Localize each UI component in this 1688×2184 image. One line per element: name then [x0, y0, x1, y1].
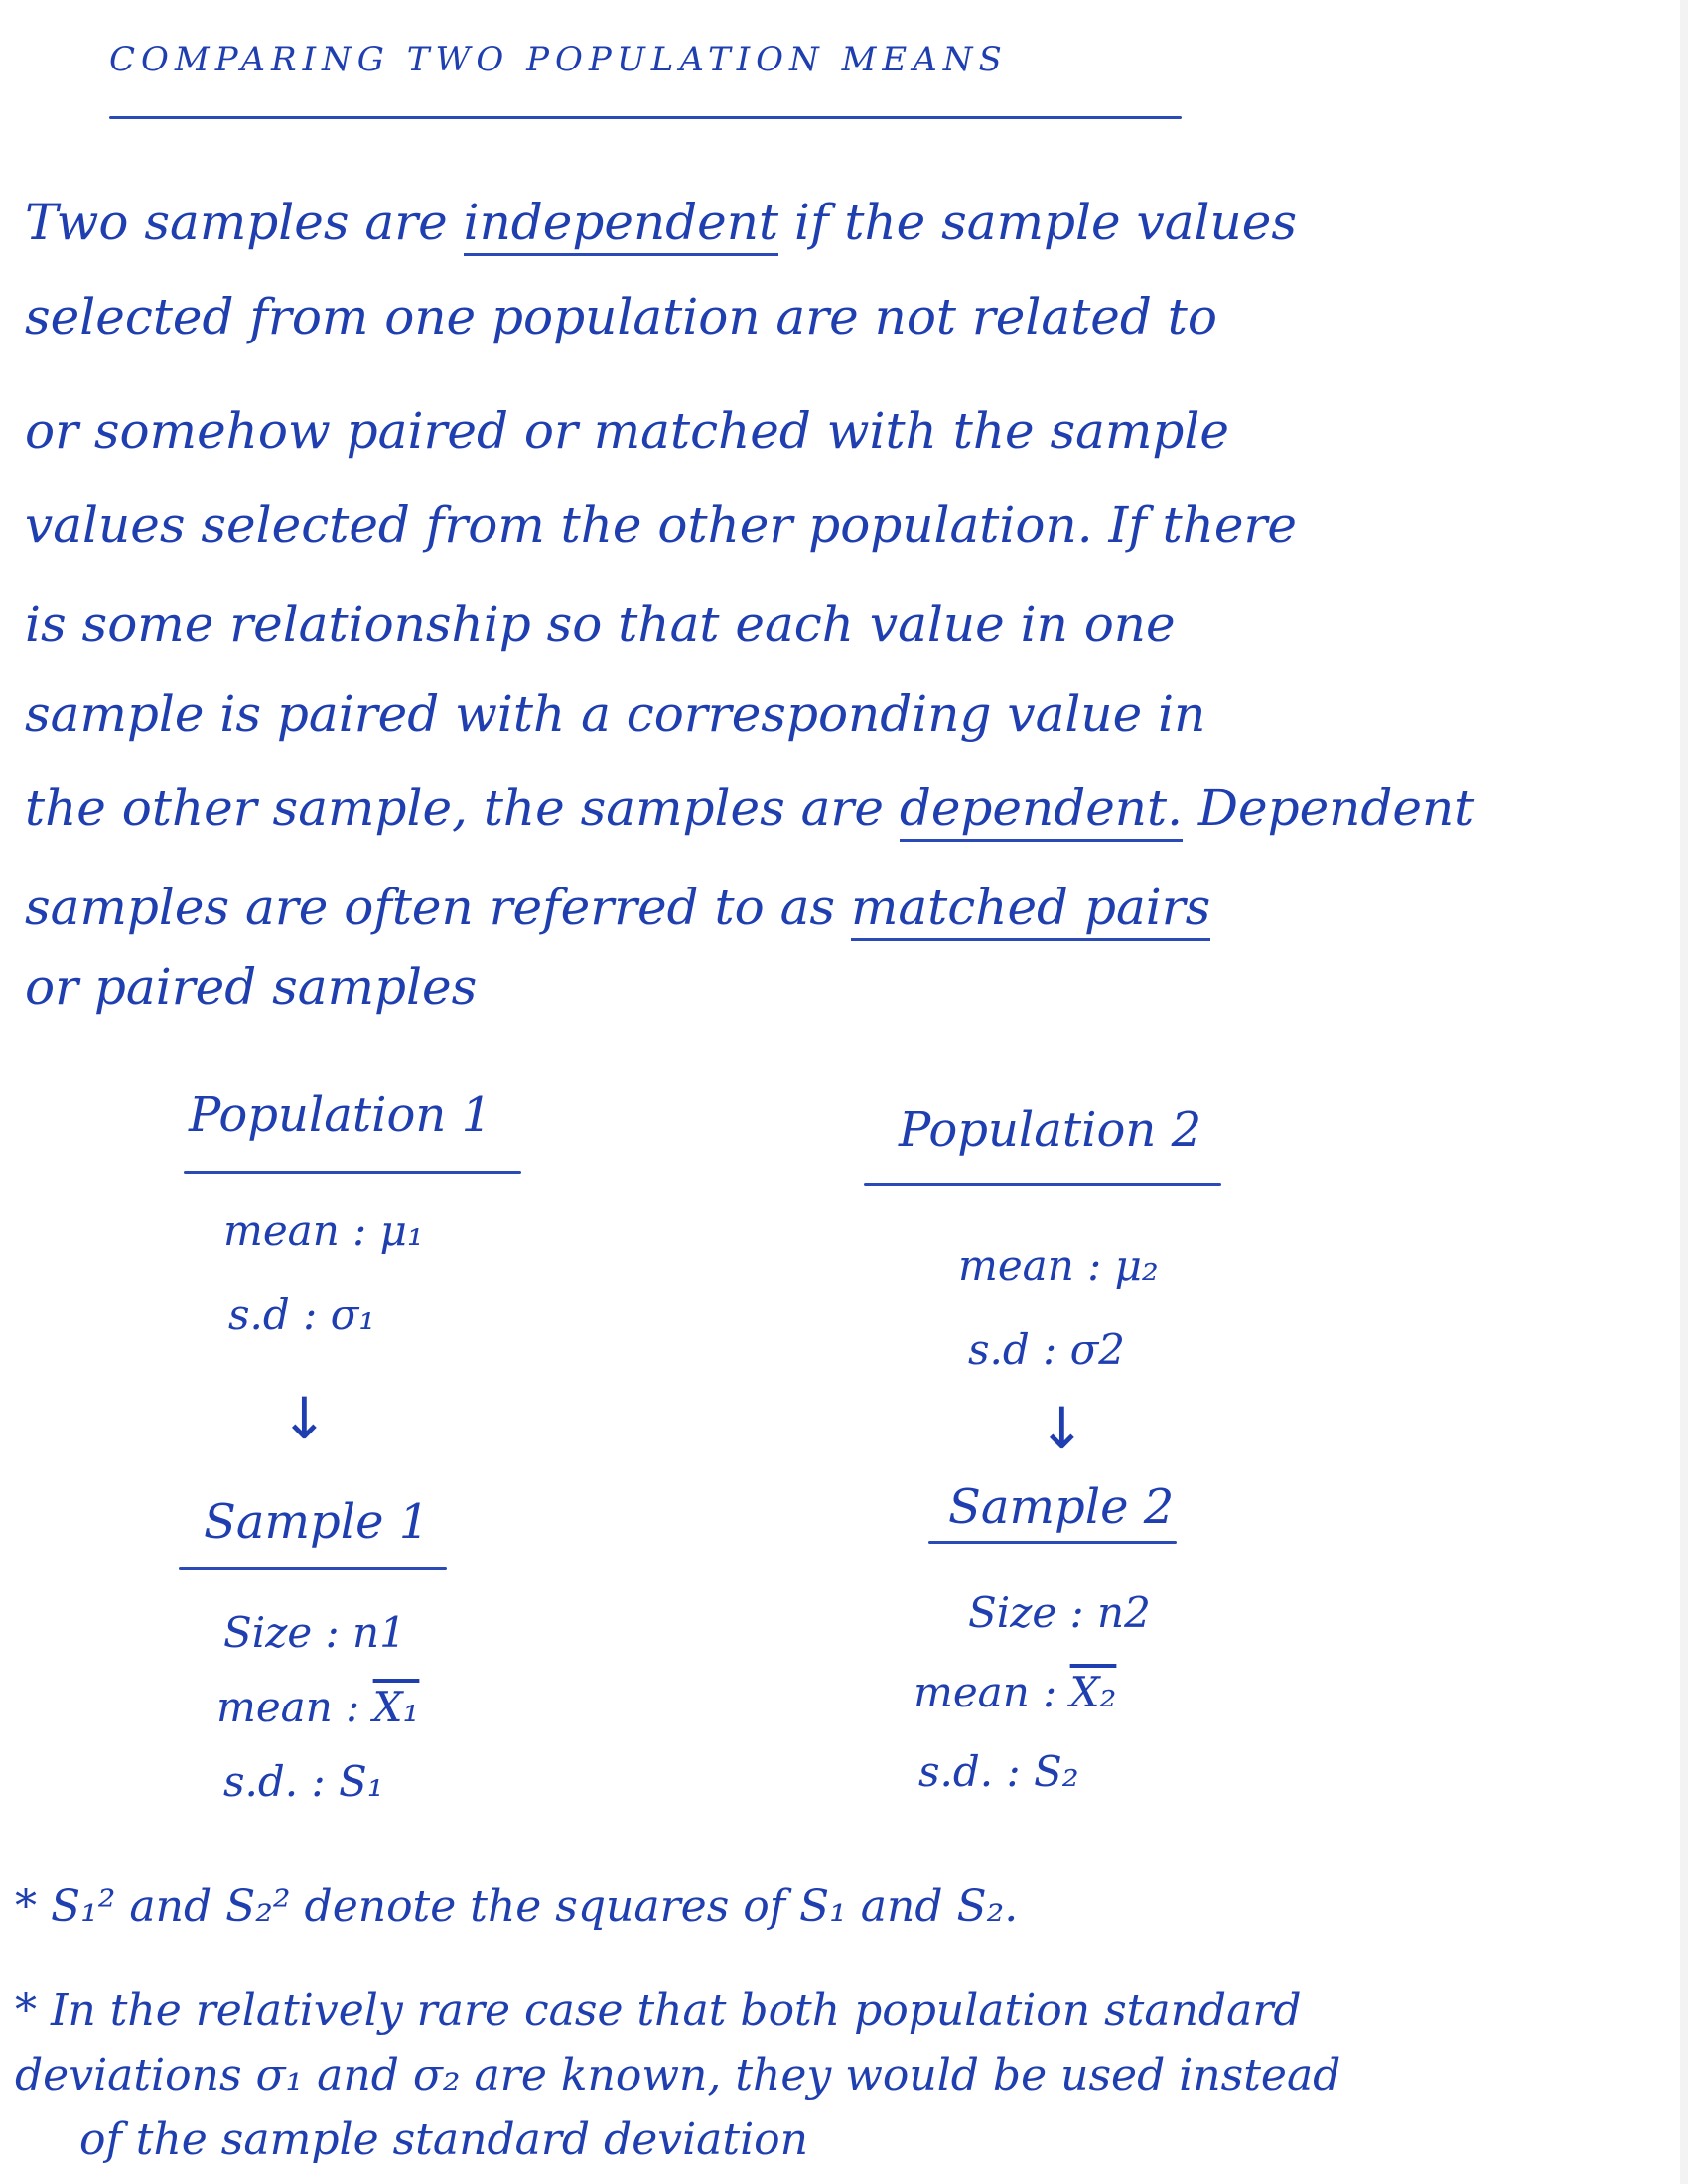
- note-known-sd-line-2: deviations σ₁ and σ₂ are known, they would be used instead: [15, 2050, 1341, 2101]
- note-known-sd-line-3: of the sample standard deviation: [79, 2115, 808, 2165]
- population-2-mean: mean : μ₂: [958, 1241, 1159, 1290]
- population-1-heading: Population 1: [189, 1087, 492, 1143]
- paragraph-text: samples are often referred to as: [25, 879, 851, 936]
- paragraph-text: Two samples are: [25, 194, 464, 251]
- page-title: COMPARING TWO POPULATION MEANS: [109, 40, 1008, 79]
- paragraph-line-2: selected from one population are not related to: [25, 288, 1217, 345]
- sample-1-mean-symbol: X₁: [372, 1683, 420, 1731]
- sample-2-sd: s.d. : S₂: [918, 1747, 1079, 1796]
- population-1-sd: s.d : σ₁: [228, 1291, 376, 1339]
- paragraph-line-3: or somehow paired or matched with the sample: [25, 402, 1229, 460]
- sample-1-heading: Sample 1: [204, 1494, 430, 1550]
- population-1-column: [189, 1087, 492, 1143]
- page-edge: [1680, 0, 1688, 2184]
- paragraph-text: if the sample values: [778, 194, 1297, 251]
- term-independent: independent: [464, 194, 778, 256]
- population-2-heading: Population 2: [899, 1102, 1202, 1158]
- paragraph-text: the other sample, the samples are: [25, 779, 900, 837]
- paragraph-text: Dependent: [1183, 779, 1475, 837]
- sample-2-mean-symbol: X₂: [1069, 1668, 1117, 1716]
- arrow-down-icon: ↓: [280, 1385, 329, 1452]
- note-squares: * S₁² and S₂² denote the squares of S₁ and S₂.: [15, 1881, 1019, 1932]
- note-known-sd-line-1: * In the relatively rare case that both population standard: [15, 1985, 1302, 2036]
- paragraph-line-7: [25, 779, 1474, 837]
- sample-1-sd: s.d. : S₁: [223, 1757, 384, 1806]
- paragraph-line-5: is some relationship so that each value in one: [25, 596, 1176, 653]
- sample-1-mean-label: mean :: [216, 1683, 373, 1731]
- sample-2-mean: [914, 1668, 1116, 1716]
- population-2-sd: s.d : σ2: [968, 1325, 1126, 1374]
- paragraph-line-8: [25, 879, 1210, 936]
- population-2-underline: [864, 1183, 1221, 1186]
- paragraph-line-4: values selected from the other population. If there: [25, 496, 1298, 554]
- term-dependent: dependent.: [900, 779, 1183, 842]
- sample-1-underline: [179, 1567, 447, 1570]
- title-underline: [109, 116, 1182, 119]
- sample-2-heading: Sample 2: [948, 1479, 1175, 1535]
- sample-1-mean: [216, 1683, 419, 1731]
- sample-2-underline: [928, 1541, 1177, 1544]
- sample-1-size: Size : n1: [223, 1608, 406, 1657]
- paragraph-line-6: sample is paired with a corresponding value in: [25, 685, 1206, 743]
- sample-2-mean-label: mean :: [914, 1668, 1070, 1716]
- sample-2-size: Size : n2: [968, 1588, 1151, 1637]
- population-1-underline: [184, 1171, 521, 1174]
- paragraph-line-9: or paired samples: [25, 958, 478, 1016]
- population-1-mean: mean : μ₁: [223, 1206, 424, 1255]
- term-matched-pairs: matched pairs: [851, 879, 1210, 941]
- paragraph-line-1: [25, 194, 1297, 251]
- arrow-down-icon: ↓: [1038, 1395, 1086, 1462]
